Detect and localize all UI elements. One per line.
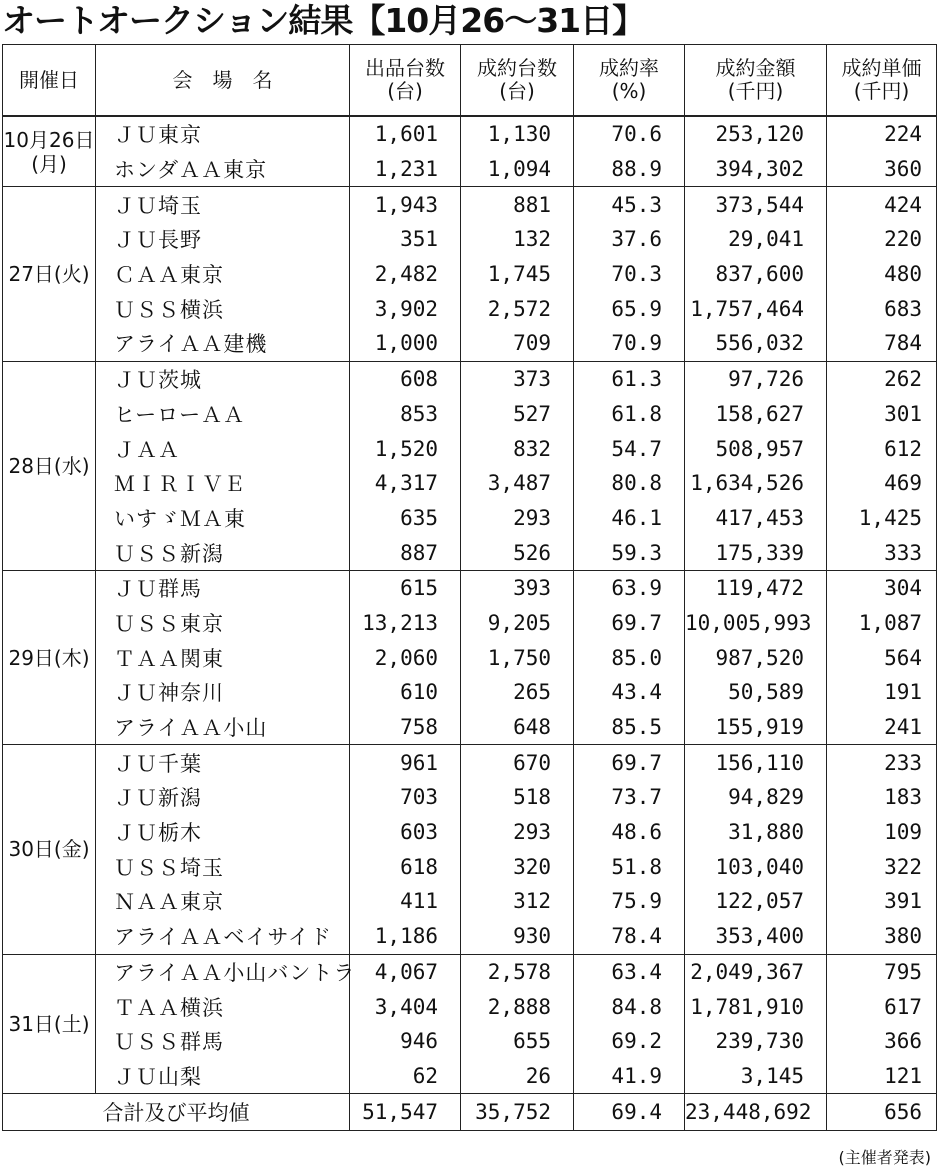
- auction-results-table: [2, 44, 937, 1131]
- sale-amount: 1,781,910: [685, 989, 827, 1024]
- sale-rate: 84.8: [574, 989, 685, 1024]
- sale-amount: 175,339: [685, 535, 827, 570]
- table-row: [3, 1024, 937, 1059]
- table-row: [3, 606, 937, 641]
- sold-count: 1,750: [461, 640, 574, 675]
- venue-name: ＪＵ東京: [96, 116, 350, 152]
- sold-count: 881: [461, 187, 574, 222]
- total-amount: 23,448,692: [685, 1094, 827, 1131]
- sold-count: 26: [461, 1059, 574, 1094]
- listed-count: 610: [350, 675, 461, 710]
- sale-rate: 43.4: [574, 675, 685, 710]
- sold-count: 293: [461, 501, 574, 536]
- sale-rate: 61.3: [574, 361, 685, 396]
- sold-count: 709: [461, 326, 574, 361]
- session-date-line: 31日(土): [8, 1011, 90, 1036]
- sold-count: 526: [461, 535, 574, 570]
- table-row: [3, 431, 937, 466]
- sale-rate: 63.9: [574, 570, 685, 605]
- listed-count: 13,213: [350, 606, 461, 641]
- sold-count: 1,745: [461, 257, 574, 292]
- unit-price: 322: [827, 849, 937, 884]
- total-sold: 35,752: [461, 1094, 574, 1131]
- sale-amount: 94,829: [685, 780, 827, 815]
- listed-count: 1,186: [350, 919, 461, 954]
- unit-price: 617: [827, 989, 937, 1024]
- sale-amount: 394,302: [685, 152, 827, 187]
- unit-price: 333: [827, 535, 937, 570]
- session-date: [3, 116, 96, 187]
- unit-price: 1,087: [827, 606, 937, 641]
- venue-name: ＪＵ山梨: [96, 1059, 350, 1094]
- header-amount: 成約金額 (千円): [685, 45, 827, 117]
- total-rate: 69.4: [574, 1094, 685, 1131]
- sale-amount: 253,120: [685, 116, 827, 152]
- sold-count: 393: [461, 570, 574, 605]
- session-date-line: 28日(水): [8, 453, 90, 478]
- session-date: [3, 187, 96, 361]
- table-row: [3, 152, 937, 187]
- sale-amount: 10,005,993: [685, 606, 827, 641]
- venue-name: ホンダＡＡ東京: [96, 152, 350, 187]
- venue-name: ＭＩＲＩＶＥ: [96, 466, 350, 501]
- listed-count: 2,060: [350, 640, 461, 675]
- table-row: [3, 187, 937, 222]
- venue-name: アライＡＡベイサイド: [96, 919, 350, 954]
- table-row: [3, 326, 937, 361]
- sold-count: 1,130: [461, 116, 574, 152]
- session-date-line: (月): [31, 151, 67, 176]
- listed-count: 411: [350, 884, 461, 919]
- listed-count: 887: [350, 535, 461, 570]
- listed-count: 4,317: [350, 466, 461, 501]
- sold-count: 670: [461, 745, 574, 780]
- sold-count: 293: [461, 815, 574, 850]
- sale-rate: 80.8: [574, 466, 685, 501]
- unit-price: 220: [827, 222, 937, 257]
- venue-name: ＪＵ群馬: [96, 570, 350, 605]
- table-body: [3, 116, 937, 1094]
- venue-name: ＵＳＳ埼玉: [96, 849, 350, 884]
- sold-count: 832: [461, 431, 574, 466]
- source-note: (主催者発表): [838, 1148, 931, 1167]
- venue-name: ＪＵ茨城: [96, 361, 350, 396]
- table-row: [3, 116, 937, 152]
- table-row: [3, 780, 937, 815]
- unit-price: 301: [827, 397, 937, 432]
- sale-amount: 373,544: [685, 187, 827, 222]
- venue-name: ＵＳＳ横浜: [96, 291, 350, 326]
- sale-amount: 353,400: [685, 919, 827, 954]
- sale-amount: 1,634,526: [685, 466, 827, 501]
- listed-count: 3,404: [350, 989, 461, 1024]
- sale-amount: 122,057: [685, 884, 827, 919]
- sold-count: 518: [461, 780, 574, 815]
- venue-name: ＵＳＳ新潟: [96, 535, 350, 570]
- sale-rate: 88.9: [574, 152, 685, 187]
- sale-amount: 1,757,464: [685, 291, 827, 326]
- session-date: [3, 745, 96, 954]
- sale-amount: 508,957: [685, 431, 827, 466]
- listed-count: 608: [350, 361, 461, 396]
- header-venue: 会 場 名: [96, 45, 350, 117]
- venue-name: ＵＳＳ東京: [96, 606, 350, 641]
- listed-count: 758: [350, 710, 461, 745]
- unit-price: 380: [827, 919, 937, 954]
- listed-count: 3,902: [350, 291, 461, 326]
- venue-name: ＪＵ長野: [96, 222, 350, 257]
- venue-name: アライＡＡ小山: [96, 710, 350, 745]
- venue-name: ＪＵ新潟: [96, 780, 350, 815]
- sale-amount: 987,520: [685, 640, 827, 675]
- session-date-line: 10月26日: [3, 127, 95, 152]
- table-row: [3, 397, 937, 432]
- sale-rate: 59.3: [574, 535, 685, 570]
- sale-amount: 156,110: [685, 745, 827, 780]
- sale-amount: 155,919: [685, 710, 827, 745]
- table-row: [3, 745, 937, 780]
- unit-price: 360: [827, 152, 937, 187]
- sale-amount: 50,589: [685, 675, 827, 710]
- sale-rate: 45.3: [574, 187, 685, 222]
- sale-amount: 97,726: [685, 361, 827, 396]
- session-date: [3, 570, 96, 744]
- sale-rate: 65.9: [574, 291, 685, 326]
- unit-price: 795: [827, 954, 937, 989]
- listed-count: 1,231: [350, 152, 461, 187]
- total-label: 合計及び平均値: [3, 1094, 350, 1131]
- table-row: [3, 884, 937, 919]
- listed-count: 946: [350, 1024, 461, 1059]
- sold-count: 527: [461, 397, 574, 432]
- sold-count: 312: [461, 884, 574, 919]
- table-row: [3, 257, 937, 292]
- sale-amount: 31,880: [685, 815, 827, 850]
- unit-price: 1,425: [827, 501, 937, 536]
- table-row: [3, 815, 937, 850]
- sale-amount: 837,600: [685, 257, 827, 292]
- venue-name: ＪＵ埼玉: [96, 187, 350, 222]
- session-date: [3, 361, 96, 570]
- sale-rate: 85.0: [574, 640, 685, 675]
- listed-count: 351: [350, 222, 461, 257]
- sale-rate: 70.6: [574, 116, 685, 152]
- table-row: [3, 570, 937, 605]
- sale-amount: 3,145: [685, 1059, 827, 1094]
- sold-count: 2,572: [461, 291, 574, 326]
- listed-count: 1,601: [350, 116, 461, 152]
- unit-price: 233: [827, 745, 937, 780]
- sale-rate: 69.2: [574, 1024, 685, 1059]
- table-row: [3, 535, 937, 570]
- venue-name: いすゞＭＡ東: [96, 501, 350, 536]
- table-row: [3, 849, 937, 884]
- total-row: [3, 1094, 937, 1131]
- session-date-line: 30日(金): [8, 837, 90, 862]
- unit-price: 480: [827, 257, 937, 292]
- sale-rate: 69.7: [574, 745, 685, 780]
- unit-price: 304: [827, 570, 937, 605]
- unit-price: 191: [827, 675, 937, 710]
- unit-price: 424: [827, 187, 937, 222]
- table-row: [3, 989, 937, 1024]
- table-row: [3, 675, 937, 710]
- venue-name: アライＡＡ建機: [96, 326, 350, 361]
- sold-count: 930: [461, 919, 574, 954]
- venue-name: ＴＡＡ横浜: [96, 989, 350, 1024]
- listed-count: 635: [350, 501, 461, 536]
- table-row: [3, 919, 937, 954]
- sold-count: 9,205: [461, 606, 574, 641]
- listed-count: 1,000: [350, 326, 461, 361]
- venue-name: アライＡＡ小山バントラ: [96, 954, 350, 989]
- sale-rate: 41.9: [574, 1059, 685, 1094]
- listed-count: 603: [350, 815, 461, 850]
- header-listed: 出品台数 (台): [350, 45, 461, 117]
- venue-name: ヒーローＡＡ: [96, 397, 350, 432]
- table-row: [3, 954, 937, 989]
- venue-name: ＵＳＳ群馬: [96, 1024, 350, 1059]
- session-date: [3, 954, 96, 1094]
- venue-name: ＴＡＡ関東: [96, 640, 350, 675]
- page-title: オートオークション結果【10月26〜31日】: [2, 1, 645, 40]
- total-unit-price: 656: [827, 1094, 937, 1131]
- sale-rate: 73.7: [574, 780, 685, 815]
- header-date: 開催日: [3, 45, 96, 117]
- venue-name: ＮＡＡ東京: [96, 884, 350, 919]
- listed-count: 961: [350, 745, 461, 780]
- unit-price: 262: [827, 361, 937, 396]
- sale-rate: 63.4: [574, 954, 685, 989]
- total-listed: 51,547: [350, 1094, 461, 1131]
- listed-count: 853: [350, 397, 461, 432]
- table-row: [3, 291, 937, 326]
- table-row: [3, 361, 937, 396]
- sale-amount: 103,040: [685, 849, 827, 884]
- unit-price: 109: [827, 815, 937, 850]
- header-row: [3, 45, 937, 117]
- sold-count: 2,578: [461, 954, 574, 989]
- venue-name: ＪＵ栃木: [96, 815, 350, 850]
- table-row: [3, 501, 937, 536]
- unit-price: 564: [827, 640, 937, 675]
- unit-price: 183: [827, 780, 937, 815]
- table-row: [3, 222, 937, 257]
- sold-count: 320: [461, 849, 574, 884]
- sale-rate: 85.5: [574, 710, 685, 745]
- sale-amount: 119,472: [685, 570, 827, 605]
- table-row: [3, 466, 937, 501]
- sale-rate: 69.7: [574, 606, 685, 641]
- sale-rate: 46.1: [574, 501, 685, 536]
- sold-count: 373: [461, 361, 574, 396]
- sold-count: 3,487: [461, 466, 574, 501]
- table-row: [3, 640, 937, 675]
- sale-rate: 75.9: [574, 884, 685, 919]
- unit-price: 121: [827, 1059, 937, 1094]
- sold-count: 1,094: [461, 152, 574, 187]
- listed-count: 615: [350, 570, 461, 605]
- sale-rate: 78.4: [574, 919, 685, 954]
- sale-rate: 54.7: [574, 431, 685, 466]
- sale-amount: 158,627: [685, 397, 827, 432]
- session-date-line: 29日(木): [8, 645, 90, 670]
- sale-rate: 70.3: [574, 257, 685, 292]
- sale-amount: 239,730: [685, 1024, 827, 1059]
- unit-price: 366: [827, 1024, 937, 1059]
- header-sold: 成約台数 (台): [461, 45, 574, 117]
- table-row: [3, 710, 937, 745]
- header-unit-price: 成約単価 (千円): [827, 45, 937, 117]
- sold-count: 132: [461, 222, 574, 257]
- listed-count: 618: [350, 849, 461, 884]
- sold-count: 265: [461, 675, 574, 710]
- sale-rate: 70.9: [574, 326, 685, 361]
- session-date-line: 27日(火): [8, 262, 90, 287]
- unit-price: 224: [827, 116, 937, 152]
- header-rate: 成約率 (%): [574, 45, 685, 117]
- listed-count: 4,067: [350, 954, 461, 989]
- unit-price: 612: [827, 431, 937, 466]
- listed-count: 62: [350, 1059, 461, 1094]
- table-row: [3, 1059, 937, 1094]
- sold-count: 648: [461, 710, 574, 745]
- venue-name: ＣＡＡ東京: [96, 257, 350, 292]
- sold-count: 2,888: [461, 989, 574, 1024]
- listed-count: 703: [350, 780, 461, 815]
- sale-amount: 417,453: [685, 501, 827, 536]
- sold-count: 655: [461, 1024, 574, 1059]
- sale-amount: 2,049,367: [685, 954, 827, 989]
- venue-name: ＪＡＡ: [96, 431, 350, 466]
- unit-price: 784: [827, 326, 937, 361]
- sale-rate: 48.6: [574, 815, 685, 850]
- sale-rate: 61.8: [574, 397, 685, 432]
- unit-price: 683: [827, 291, 937, 326]
- sale-rate: 51.8: [574, 849, 685, 884]
- sale-rate: 37.6: [574, 222, 685, 257]
- venue-name: ＪＵ千葉: [96, 745, 350, 780]
- venue-name: ＪＵ神奈川: [96, 675, 350, 710]
- unit-price: 241: [827, 710, 937, 745]
- listed-count: 1,520: [350, 431, 461, 466]
- sale-amount: 29,041: [685, 222, 827, 257]
- unit-price: 391: [827, 884, 937, 919]
- sale-amount: 556,032: [685, 326, 827, 361]
- listed-count: 2,482: [350, 257, 461, 292]
- listed-count: 1,943: [350, 187, 461, 222]
- unit-price: 469: [827, 466, 937, 501]
